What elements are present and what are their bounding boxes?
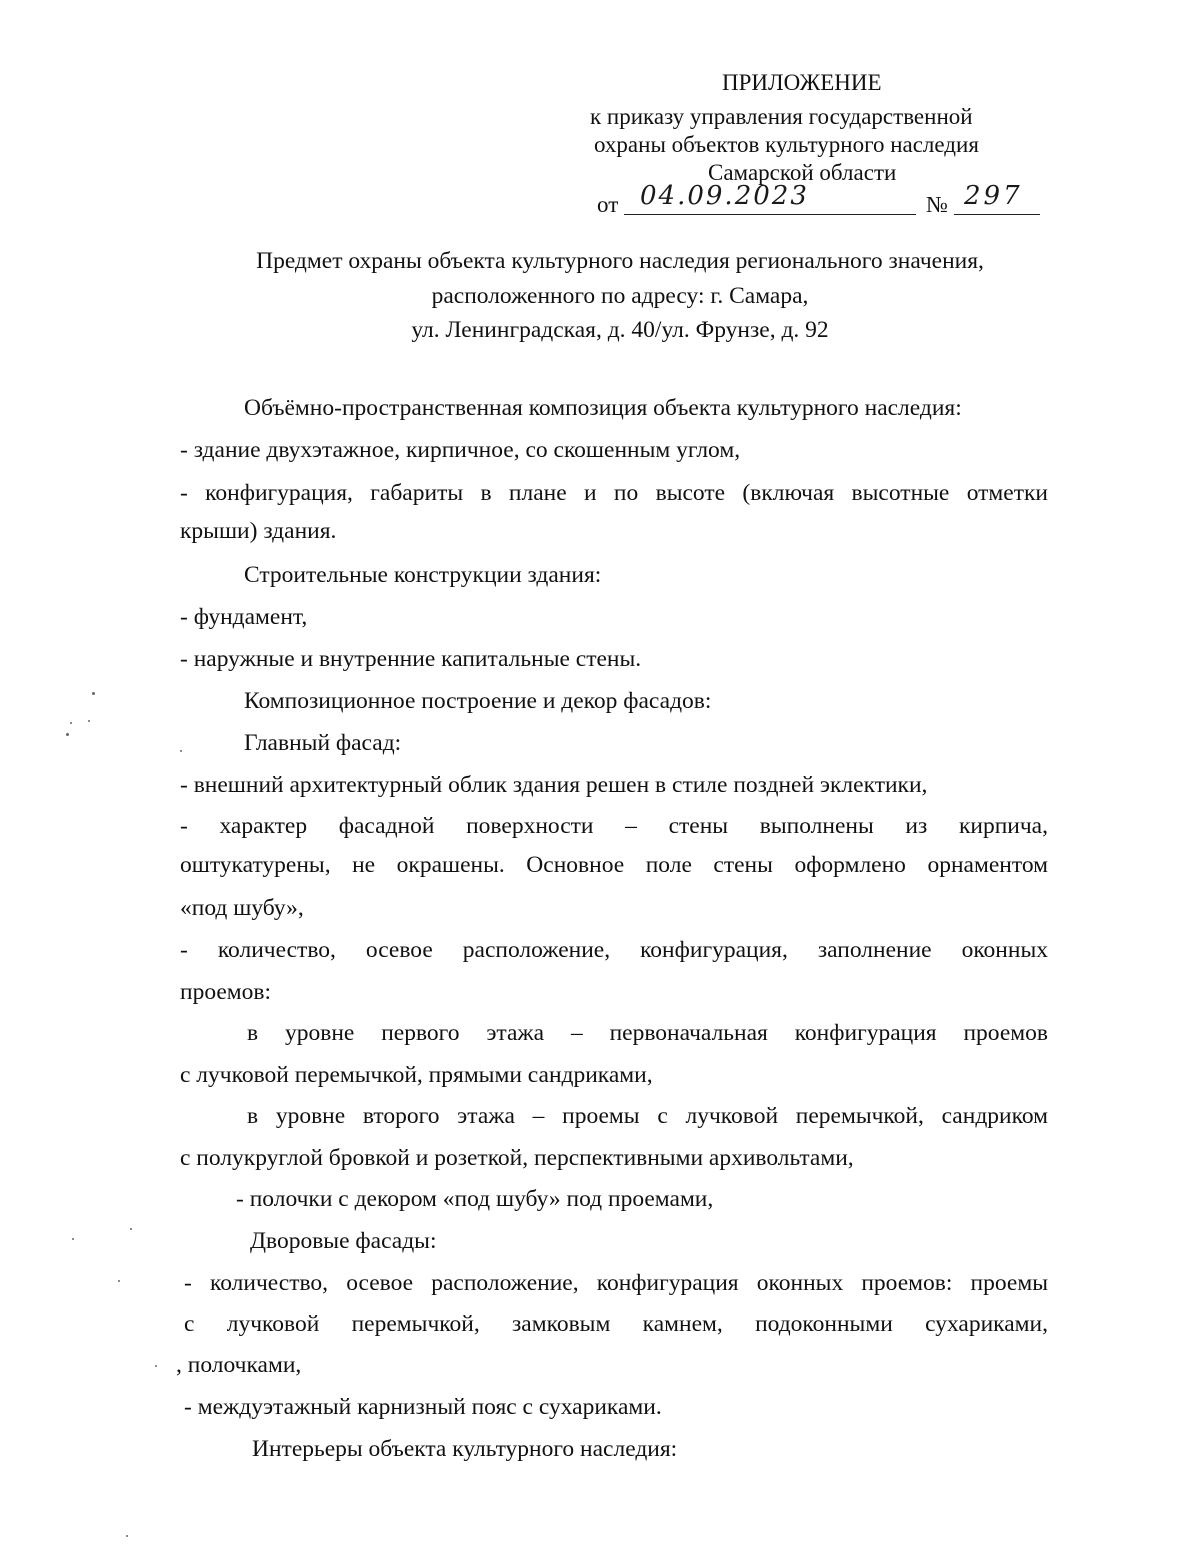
scan-speck bbox=[130, 1228, 132, 1230]
list-item: в уровне второго этажа – проемы с лучковой перемычкой, сандриком bbox=[247, 1103, 1048, 1129]
number-underline bbox=[954, 214, 1040, 215]
scan-speck bbox=[126, 1535, 128, 1537]
appendix-heading: ПРИЛОЖЕНИЕ bbox=[722, 70, 882, 95]
list-item: - количество, осевое расположение, конфигурация оконных проемов: проемы bbox=[184, 1270, 1048, 1296]
list-item-continuation: оштукатурены, не окрашены. Основное поле стены оформлено орнаментом bbox=[180, 852, 1048, 878]
scan-speck bbox=[118, 1280, 120, 1282]
scan-speck bbox=[155, 1365, 157, 1367]
list-item-continuation: «под шубу», bbox=[180, 895, 304, 921]
list-item: - фундамент, bbox=[180, 604, 308, 630]
section-heading-facades: Композиционное построение и декор фасадов: bbox=[244, 688, 712, 714]
scan-speck bbox=[70, 722, 72, 724]
document-title-line-3: ул. Ленинградская, д. 40/ул. Фрунзе, д. 92 bbox=[411, 317, 829, 343]
scan-speck bbox=[92, 692, 95, 695]
list-item: - междуэтажный карнизный пояс с сухариками. bbox=[184, 1394, 662, 1420]
list-item: - полочки с декором «под шубу» под проемами, bbox=[236, 1186, 714, 1212]
list-item-continuation: , полочками, bbox=[176, 1352, 302, 1378]
section-heading-structures: Строительные конструкции здания: bbox=[244, 562, 602, 588]
scan-speck bbox=[88, 720, 90, 722]
number-label: № bbox=[926, 192, 948, 217]
handwritten-number: 297 bbox=[964, 181, 1023, 211]
order-reference-line-2: охраны объектов культурного наследия bbox=[594, 132, 979, 157]
date-label: от bbox=[597, 192, 619, 217]
date-underline bbox=[624, 214, 916, 215]
list-item: - характер фасадной поверхности – стены выполнены из кирпича, bbox=[180, 813, 1048, 839]
scan-speck bbox=[66, 733, 69, 736]
list-item: в уровне первого этажа – первоначальная конфигурация проемов bbox=[247, 1020, 1048, 1046]
list-item: - наружные и внутренние капитальные стены. bbox=[180, 646, 642, 672]
subsection-heading-main-facade: Главный фасад: bbox=[244, 730, 402, 756]
list-item-continuation: с полукруглой бровкой и розеткой, перспективными архивольтами, bbox=[180, 1145, 854, 1171]
list-item: - здание двухэтажное, кирпичное, со скошенным углом, bbox=[180, 437, 741, 463]
scan-speck bbox=[72, 1238, 74, 1240]
list-item: - внешний архитектурный облик здания решен в стиле поздней эклектики, bbox=[180, 772, 928, 798]
list-item-continuation: с лучковой перемычкой, замковым камнем, подоконными сухариками, bbox=[184, 1311, 1048, 1337]
subsection-heading-courtyard-facades: Дворовые фасады: bbox=[250, 1228, 437, 1254]
list-item: - конфигурация, габариты в плане и по высоте (включая высотные отметки bbox=[180, 480, 1048, 506]
scan-speck bbox=[180, 750, 182, 752]
section-heading-interiors: Интерьеры объекта культурного наследия: bbox=[252, 1436, 678, 1462]
document-title-line-1: Предмет охраны объекта культурного наследия регионального значения, bbox=[256, 248, 984, 274]
list-item-continuation: крыши) здания. bbox=[180, 518, 337, 544]
section-heading-volume: Объёмно-пространственная композиция объекта культурного наследия: bbox=[244, 395, 962, 421]
document-title-line-2: расположенного по адресу: г. Самара, bbox=[431, 283, 809, 309]
list-item: - количество, осевое расположение, конфигурация, заполнение оконных bbox=[180, 937, 1048, 963]
order-reference-line-1: к приказу управления государственной bbox=[590, 104, 973, 129]
order-reference-line-3: Самарской области bbox=[708, 160, 897, 185]
list-item-continuation: с лучковой перемычкой, прямыми сандриками, bbox=[180, 1062, 653, 1088]
handwritten-date: 04.09.2023 bbox=[640, 181, 809, 211]
list-item-continuation: проемов: bbox=[180, 979, 272, 1005]
